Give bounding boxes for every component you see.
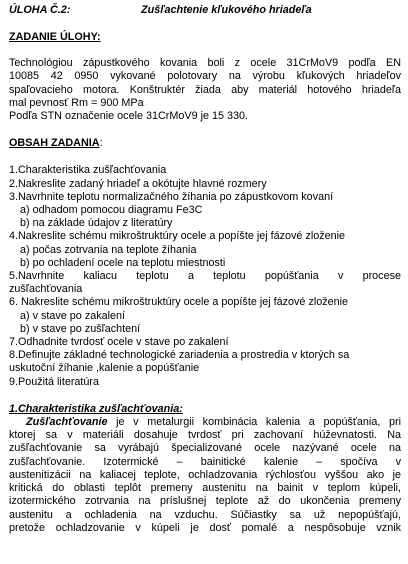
contents-heading	[9, 137, 401, 150]
section1-paragraph	[9, 416, 401, 535]
contents-subitem: a) v stave po zakalení	[20, 309, 126, 322]
assignment-line: mal pevnosť Rm = 900 MPa	[9, 96, 144, 109]
contents-subitem: b) v stave po zušľachtení	[20, 322, 141, 335]
assignment-heading: ZADANIE ÚLOHY:	[9, 31, 101, 43]
contents-item: 4.Nakreslite schému mikroštruktúry ocele a popíšte jej fázové zloženie	[9, 230, 346, 243]
section1-line: austenitu a ochladenia na vzduchu. Súčiastky sa už nepopúšťajú,	[9, 508, 401, 521]
assignment-line: spaľovacieho motora. Konštruktér žiada aby materiál hotového hriadeľa	[9, 83, 401, 96]
task-number: ÚLOHA Č.2:	[9, 4, 71, 16]
contents-subitem: a) počas zotrvania na teplote žíhania	[20, 243, 197, 256]
section1-line: izotermického zotrvania na príslušnej teplote až do ukončenia premeny	[9, 495, 401, 508]
document-page	[9, 4, 401, 535]
section1-line: pretože ochladzovanie v kúpeli je dosť pomalé a nespôsobuje vznik	[9, 521, 401, 534]
section1-line: zušľachťovanie. Izotermické – bainitické kalenie – spočíva v	[9, 455, 401, 468]
section1-term: Zušľachťovanie	[26, 416, 108, 429]
contents-item: 2.Nakreslite zadaný hriadeľ a okótujte hlavné rozmery	[9, 177, 267, 190]
assignment-line: Technológiou zápustkového kovania boli z ocele 31CrMoV9 podľa EN	[9, 57, 401, 70]
contents-item: 3.Navrhnite teplotu normalizačného žíhania po zápustkovom kovaní	[9, 190, 334, 203]
section1-line: kritická do oblasti teplôt premeny austenitu na bainit v teplom kúpeli,	[9, 482, 401, 495]
section1-heading: 1.Charakteristika zušľachťovania:	[9, 402, 183, 415]
task-title	[9, 4, 401, 18]
contents-item: 1.Charakteristika zušľachťovania	[9, 164, 167, 177]
contents-item: 6. Nakreslite schému mikroštruktúry ocele a popíšte jej fázové zloženie	[9, 296, 349, 309]
contents-item: 7.Odhadnite tvrdosť ocele v stave po zakalení	[9, 336, 229, 349]
section1-first-line	[9, 416, 401, 429]
contents-subitem: b) po ochladení ocele na teplotu miestnosti	[20, 256, 226, 269]
contents-item: 9.Použitá literatúra	[9, 375, 100, 388]
contents-item: 5.Navrhnite kaliacu teplotu a teplotu popúšťania v procese	[9, 270, 401, 283]
task-name: Zušľachtenie kľukového hriadeľa	[141, 4, 312, 16]
contents-heading-text: OBSAH ZADANIA	[9, 137, 100, 150]
section1-line: je v metalurgii kombinácia kalenia a popúšťania, pri	[107, 416, 401, 429]
contents-list	[9, 164, 401, 388]
contents-subitem: a) odhadom pomocou diagramu Fe3C	[20, 204, 203, 217]
contents-subitem: b) na základe údajov z literatúry	[20, 217, 173, 230]
contents-item-continuation: zušľachťovania	[9, 283, 83, 296]
section1-line: austenitizácii na kaliacej teplote, ochladzovania rýchlosťou vyššou ako je	[9, 468, 401, 481]
contents-heading-suffix: :	[99, 137, 103, 150]
assignment-paragraph	[9, 57, 401, 123]
contents-item: 8.Definujte základné technologické zariadenia a prostredia v ktorých sa	[9, 349, 350, 362]
assignment-line: 10085 42 0950 vykované polotovary na výrobu kľukových hriadeľov	[9, 70, 401, 83]
section1-line: ktorej sa v materiáli dosahuje tvrdosť pri zachovaní húževnatosti. Na	[9, 429, 401, 442]
assignment-line: Podľa STN označenie ocele 31CrMoV9 je 15 330.	[9, 110, 249, 123]
section1-line: zušľachťovanie sa vyrábajú špecializované ocele nazývané ocele na	[9, 442, 401, 455]
contents-item-continuation: uskutoční žíhanie ,kalenie a popúšťanie	[9, 362, 200, 375]
